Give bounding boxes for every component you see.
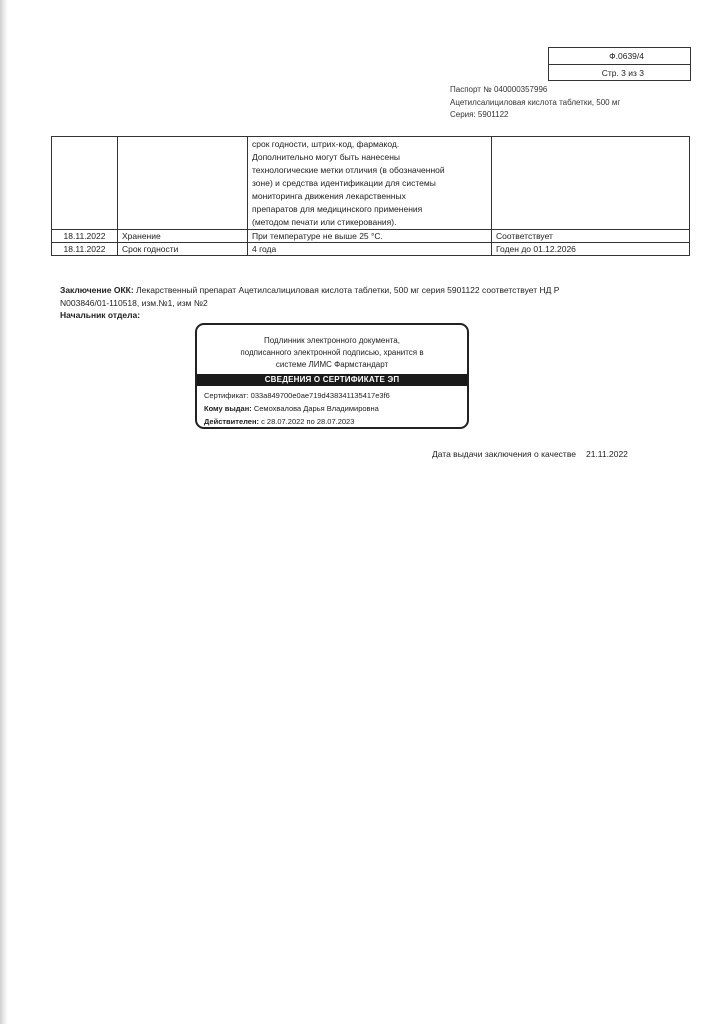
requirement-line: препаратов для медицинского применения [252, 204, 423, 214]
issue-date-line [432, 449, 628, 459]
table-cell-result: Годен до 01.12.2026 [492, 243, 690, 256]
department-head-label: Начальник отдела: [60, 310, 141, 320]
table-cell-date: 18.11.2022 [52, 243, 118, 256]
stamp-line: Подлинник электронного документа, [264, 336, 400, 345]
certificate-label: Сертификат: [204, 391, 249, 400]
table-cell-result [492, 137, 690, 230]
stamp-line: подписанного электронной подписью, хранится в [240, 348, 424, 357]
table-cell-test: Срок годности [118, 243, 248, 256]
validity-value: с 28.07.2022 по 28.07.2023 [259, 417, 355, 426]
e-signature-stamp [195, 323, 469, 429]
table-row [52, 243, 690, 256]
table-cell-requirement [248, 137, 492, 230]
passport-series: Серия: 5901122 [450, 110, 509, 119]
certificate-value: 033a849700e0ae719d438341135417e3f6 [248, 391, 390, 400]
table-cell-requirement: 4 года [248, 243, 492, 256]
requirement-line: мониторинга движения лекарственных [252, 191, 406, 201]
stamp-line: системе ЛИМС Фармстандарт [275, 360, 389, 369]
issue-date-value: 21.11.2022 [585, 449, 628, 459]
requirement-line: Дополнительно могут быть нанесены [252, 152, 400, 162]
page-indicator: Стр. 3 из 3 [549, 64, 690, 80]
table-cell-date [52, 137, 118, 230]
form-code-box [548, 47, 691, 81]
qc-conclusion [60, 284, 580, 309]
requirement-line: зоне) и средства идентификации для системы [252, 178, 436, 188]
issue-date-label: Дата выдачи заключения о качестве [432, 449, 576, 459]
table-cell-test: Хранение [118, 230, 248, 243]
test-results-table [51, 136, 690, 256]
passport-number: Паспорт № 040000357996 [450, 85, 548, 94]
issued-to-value: Семохвалова Дарья Владимировна [251, 404, 379, 413]
validity-info [204, 417, 354, 426]
certificate-info [204, 391, 390, 400]
conclusion-label: Заключение ОКК: [60, 285, 134, 295]
validity-label: Действителен: [204, 417, 259, 426]
table-cell-test [118, 137, 248, 230]
passport-block [450, 84, 620, 122]
conclusion-text: Лекарственный препарат Ацетилсалициловая кислота таблетки, 500 мг серия 5901122 соответствует НД Р N003846/01-110518, изм.№1, изм №2 [60, 285, 560, 308]
issued-to-label: Кому выдан: [204, 404, 252, 413]
table-cell-result: Соответствует [492, 230, 690, 243]
passport-product: Ацетилсалициловая кислота таблетки, 500 мг [450, 97, 621, 107]
table-cell-requirement: При температуре не выше 25 °С. [248, 230, 492, 243]
scan-edge-shadow [0, 0, 8, 1024]
form-code: Ф.0639/4 [609, 51, 644, 61]
table-cell-date: 18.11.2022 [52, 230, 118, 243]
issued-to-info [204, 404, 379, 413]
table-row [52, 137, 690, 230]
requirement-line: технологические метки отличия (в обозначенной [252, 165, 445, 175]
requirement-line: (методом печати или стикерования). [252, 217, 397, 227]
table-row [52, 230, 690, 243]
requirement-line: срок годности, штрих-код, фармакод. [252, 139, 400, 149]
stamp-banner: СВЕДЕНИЯ О СЕРТИФИКАТЕ ЭП [197, 374, 467, 386]
